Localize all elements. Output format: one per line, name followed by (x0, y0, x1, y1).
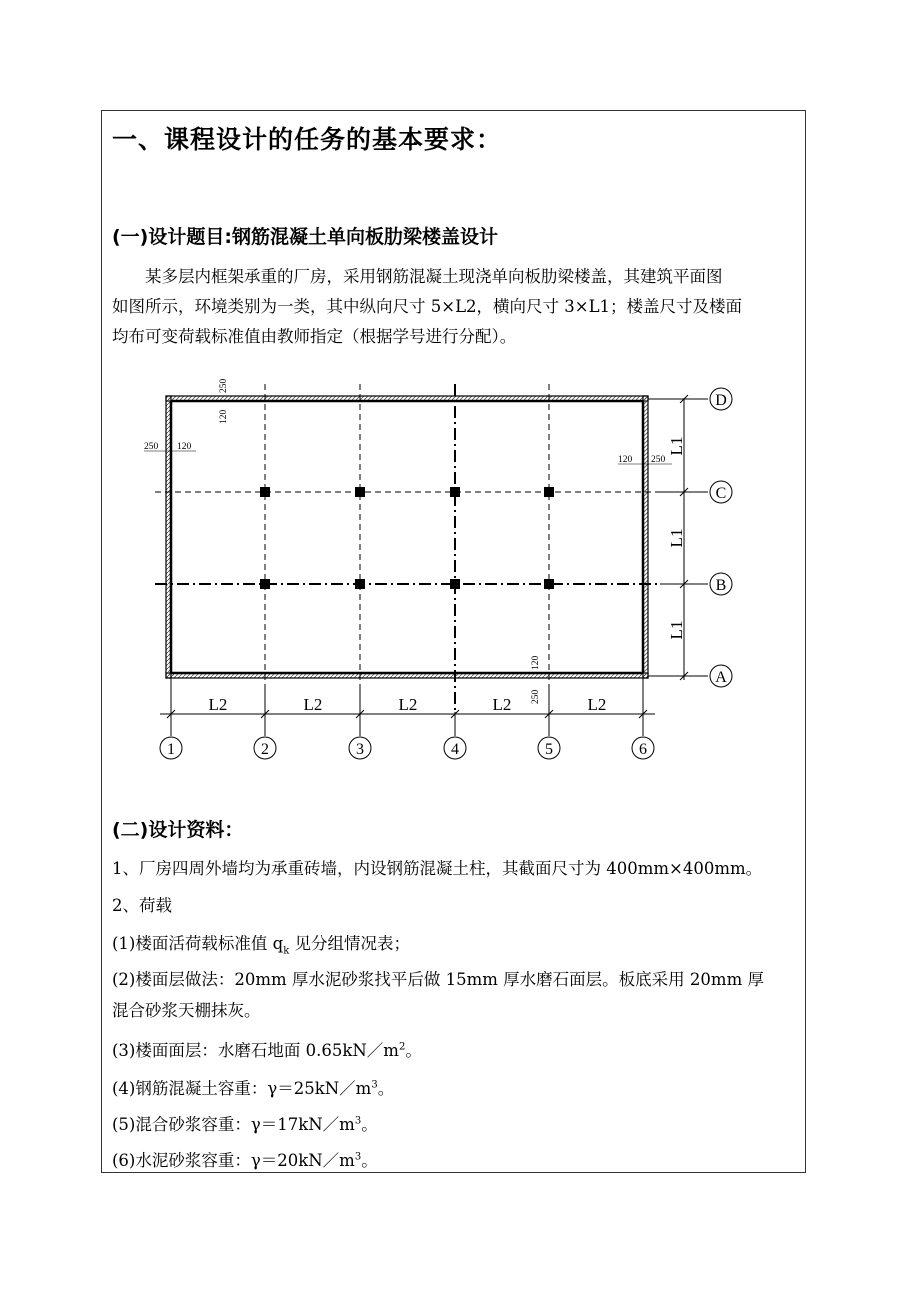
axis-label-c: C (715, 485, 727, 502)
main-axis-lines (155, 384, 660, 712)
span-l1-label: L1 (667, 528, 686, 548)
columns (260, 487, 554, 589)
grid-lines (155, 384, 660, 690)
axis-label-5: 5 (545, 741, 553, 758)
wall-dim-120: 120 (177, 442, 192, 452)
intro-line-2: 如图所示，环境类别为一类，其中纵向尺寸 5×L2，横向尺寸 3×L1；楼盖尺寸及楼面 (112, 297, 743, 316)
span-l2-label: L2 (398, 695, 418, 714)
wall-dim-120: 120 (219, 409, 229, 424)
wall-dim-250: 250 (651, 455, 666, 465)
wall-dim-250: 250 (531, 689, 541, 704)
column (450, 487, 460, 497)
section-title: 一、课程设计的任务的基本要求： (112, 125, 503, 154)
wall-dim-120: 120 (618, 455, 633, 465)
axis-label-d: D (715, 392, 727, 409)
span-l2-label: L2 (303, 695, 323, 714)
materials-heading: (二)设计资料： (112, 819, 244, 841)
topic-heading: (一)设计题目:钢筋混凝土单向板肋梁楼盖设计 (112, 226, 498, 248)
column (544, 487, 554, 497)
material-item-4-line-2: 混合砂浆天棚抹灰。 (112, 1001, 261, 1020)
column (355, 487, 365, 497)
column (355, 579, 365, 589)
material-item-8: (6)水泥砂浆容重：$\gamma=20kN/m^3$。 (112, 1151, 378, 1170)
span-l1-label: L1 (667, 620, 686, 640)
material-item-4-line-1: (2)楼面层做法：20mm 厚水泥砂浆找平后做 15mm 厚水磨石面层。板底采用 20mm 厚 (112, 970, 764, 989)
material-item-3: (1)楼面活荷载标准值 $q_k$ 见分组情况表； (112, 934, 410, 957)
material-item-6: (4)钢筋混凝土容重：$\gamma=25kN/m^3$。 (112, 1079, 395, 1098)
intro-line-3: 均布可变荷载标准值由教师指定（根据学号进行分配）。 (112, 327, 517, 346)
column (544, 579, 554, 589)
material-item-5: (3)楼面面层：水磨石地面 $0.65kN/m^2$。 (112, 1041, 422, 1060)
column (260, 487, 270, 497)
axis-label-b: B (715, 577, 727, 594)
column (260, 579, 270, 589)
exterior-walls (166, 396, 648, 678)
span-l2-label: L2 (208, 695, 228, 714)
axis-label-2: 2 (261, 741, 269, 758)
material-item-1: 1、厂房四周外墙均为承重砖墙，内设钢筋混凝土柱，其截面尺寸为 400mm×400mm。 (112, 859, 763, 878)
wall-dim-120: 120 (531, 655, 541, 670)
axis-label-a: A (715, 669, 727, 686)
axis-letter-bubbles (710, 388, 732, 687)
column (450, 579, 460, 589)
axis-label-4: 4 (451, 741, 459, 758)
material-item-2: 2、荷载 (112, 896, 172, 915)
material-item-7: (5)混合砂浆容重：$\gamma=17kN/m^3$。 (112, 1115, 378, 1134)
span-l2-label: L2 (492, 695, 512, 714)
axis-label-3: 3 (356, 741, 364, 758)
span-l2-label: L2 (587, 695, 607, 714)
wall-dim-250: 250 (219, 378, 229, 393)
axis-number-bubbles (160, 737, 654, 759)
intro-line-1: 某多层内框架承重的厂房，采用钢筋混凝土现浇单向板肋梁楼盖，其建筑平面图 (145, 267, 723, 286)
wall-dim-250: 250 (144, 442, 159, 452)
span-l1-label: L1 (667, 436, 686, 456)
axis-label-6: 6 (639, 741, 647, 758)
axis-label-1: 1 (167, 741, 175, 758)
